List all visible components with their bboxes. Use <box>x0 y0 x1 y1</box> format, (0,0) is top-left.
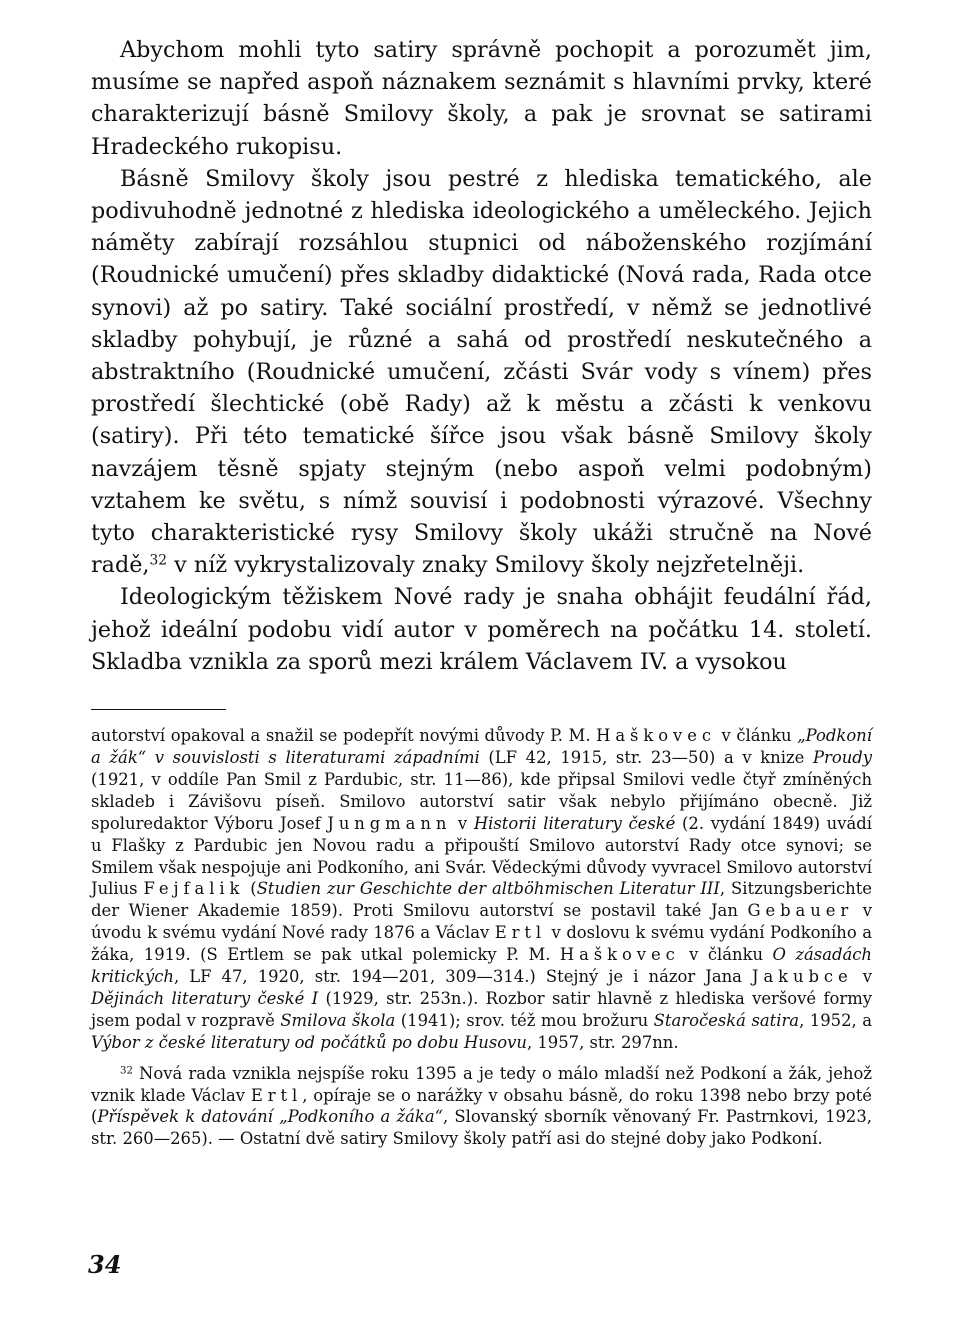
footnotes <box>91 725 872 1150</box>
work-title: Historii literatury české <box>473 813 676 833</box>
note-text: , 1952, a <box>799 1010 873 1030</box>
author-name: Ertl <box>250 1085 303 1105</box>
author-name: Ertl <box>494 923 547 943</box>
author-name: Jakubce <box>752 967 853 987</box>
note-text: , Slovanský sborník věnovaný Fr. Pastrnkovi, 1923, str. 260—265). — Ostatní dvě satiry Smilovy školy patří asi do stejné doby jako Podkoní. <box>91 1107 872 1149</box>
note-text: v <box>451 813 474 833</box>
paragraph-1: Abychom mohli tyto satiry správně pochopit a porozumět jim, musíme se napřed aspoň náznakem seznámit s hlavními prvky, které charakterizují básně Smilovy školy, a pak je srovnat se satirami Hradeckého rukopisu. <box>91 37 872 160</box>
author-name: Haškovec <box>596 726 716 746</box>
footnote-32 <box>91 1063 872 1151</box>
note-text: ( <box>244 879 257 899</box>
note-text: , LF 47, 1920, str. 194—201, 309—314.) Stejný je i názor Jana <box>173 967 752 987</box>
note-text: v článku <box>715 726 798 746</box>
work-title: Smilova škola <box>280 1010 396 1030</box>
page <box>91 34 872 1150</box>
note-text: v <box>852 967 872 987</box>
note-text: autorství opakoval a snažil se podepřít novými důvody P. M. <box>91 726 597 746</box>
main-text <box>91 34 872 678</box>
work-title: Výbor z české literatury od počátků po dobu Husovu <box>91 1032 527 1052</box>
note-text: v doslovu k svému vydání Podkoního a žáka, 1919. (S Ertlem se pak utkal polemicky P. M. <box>91 923 872 965</box>
work-title: Staročeská satira <box>653 1010 800 1030</box>
note-text: , Sitzungsberichte der Wiener Akademie 1859). Proti Smilovu autorství se postavil také Jan <box>91 879 873 921</box>
author-name: Haškovec <box>559 945 680 965</box>
paragraph-2-end: v níž vykrystalizovaly znaky Smilovy školy nejzřetelněji. <box>167 552 805 579</box>
paragraph-2 <box>91 163 872 582</box>
note-text: v článku <box>679 945 773 965</box>
footnote-31-continued <box>91 725 872 1054</box>
note-text: Nová rada vznikla nejspíše roku 1395 a je tedy o málo mladší než Podkoní a žák, jehož vznik klade Václav <box>91 1063 872 1105</box>
note-text: (1921, v oddíle Pan Smil z Pardubic, str. 11—86), kde připsal Smilovi vedle čtyř zmíněných skladeb i Závišovu píseň. Smilovo autorství satir však nebylo přijímáno obecně. Již spoluredaktor Výboru Josef <box>91 769 872 833</box>
footnote-number: 32 <box>120 1065 133 1077</box>
work-title: O zásadách kritických <box>91 945 872 987</box>
paragraph-2-text: Básně Smilovy školy jsou pestré z hlediska tematického, ale podivuhodně jednotné z hlediska ideologického a uměleckého. Jejich náměty zabírají rozsáhlou stupnici od náboženského rozjímání (Roudnické umučení) přes skladby didaktické (Nová rada, Rada otce synovi) až po satiry. Také sociální prostředí, v němž se jednotlivé skladby pohybují, je různé a sahá od prostředí neskutečného a abstraktního (Roudnické umučení, zčásti Svár vody s vínem) přes prostředí šlechtické (obě Rady) až k městu a zčásti k venkovu (satiry). Při této tematické šířce jsou však básně Smilovy školy navzájem těsně spjaty stejným (nebo aspoň velmi podobným) vztahem ke světu, s nímž souvisí i podobnosti výrazové. Všechny tyto charakteristické rysy Smilovy školy ukáži stručně na Nové radě, <box>91 165 872 579</box>
page-number: 34 <box>88 1250 122 1279</box>
note-text: (1941); srov. též mou brožuru <box>395 1010 654 1030</box>
note-text: v úvodu k svému vydání Nové rady 1876 a Václav <box>91 901 872 943</box>
paragraph-3: Ideologickým těžiskem Nové rady je snaha obhájit feudální řád, jehož ideální podobu vidí autor v poměrech na počátku 14. století. Skladba vznikla za sporů mezi králem Václavem IV. a vysokou <box>91 584 872 675</box>
note-text: , 1957, str. 297nn. <box>526 1032 679 1052</box>
note-text: (LF 42, 1915, str. 23—50) a v knize <box>479 747 813 767</box>
work-title: Příspěvek k datování „Podkoního a žáka“ <box>97 1107 443 1127</box>
footnote-ref-32[interactable]: 32 <box>149 552 168 569</box>
note-text: (2. vydání 1849) uvádí u Flašky z Pardubic jen Novou radu a připouští Smilovo autorství Rady otce synovi; se Smilem však nespojuje ani Podkoního, ani Svár. Vědeckými důvody vyvracel Smilovo autorství Julius <box>91 813 872 899</box>
work-title: Dějinách literatury české I <box>91 988 319 1008</box>
footnote-separator <box>91 709 226 710</box>
author-name: Fejfalik <box>143 879 245 899</box>
work-title: „Podkoní a žák“ v souvislosti s literaturami západními <box>91 726 872 767</box>
author-name: Jungmann <box>327 813 452 833</box>
author-name: Gebauer <box>747 901 854 921</box>
work-title: Studien zur Geschichte der altböhmischen Literatur III <box>256 879 720 899</box>
note-text: (1929, str. 253n.). Rozbor satir hlavně z hlediska veršové formy jsem podal v rozpravě <box>91 988 873 1030</box>
note-text: , opíraje se o narážky v obsahu básně, do roku 1398 nebo brzy poté ( <box>91 1085 872 1127</box>
work-title: Proudy <box>812 747 873 767</box>
